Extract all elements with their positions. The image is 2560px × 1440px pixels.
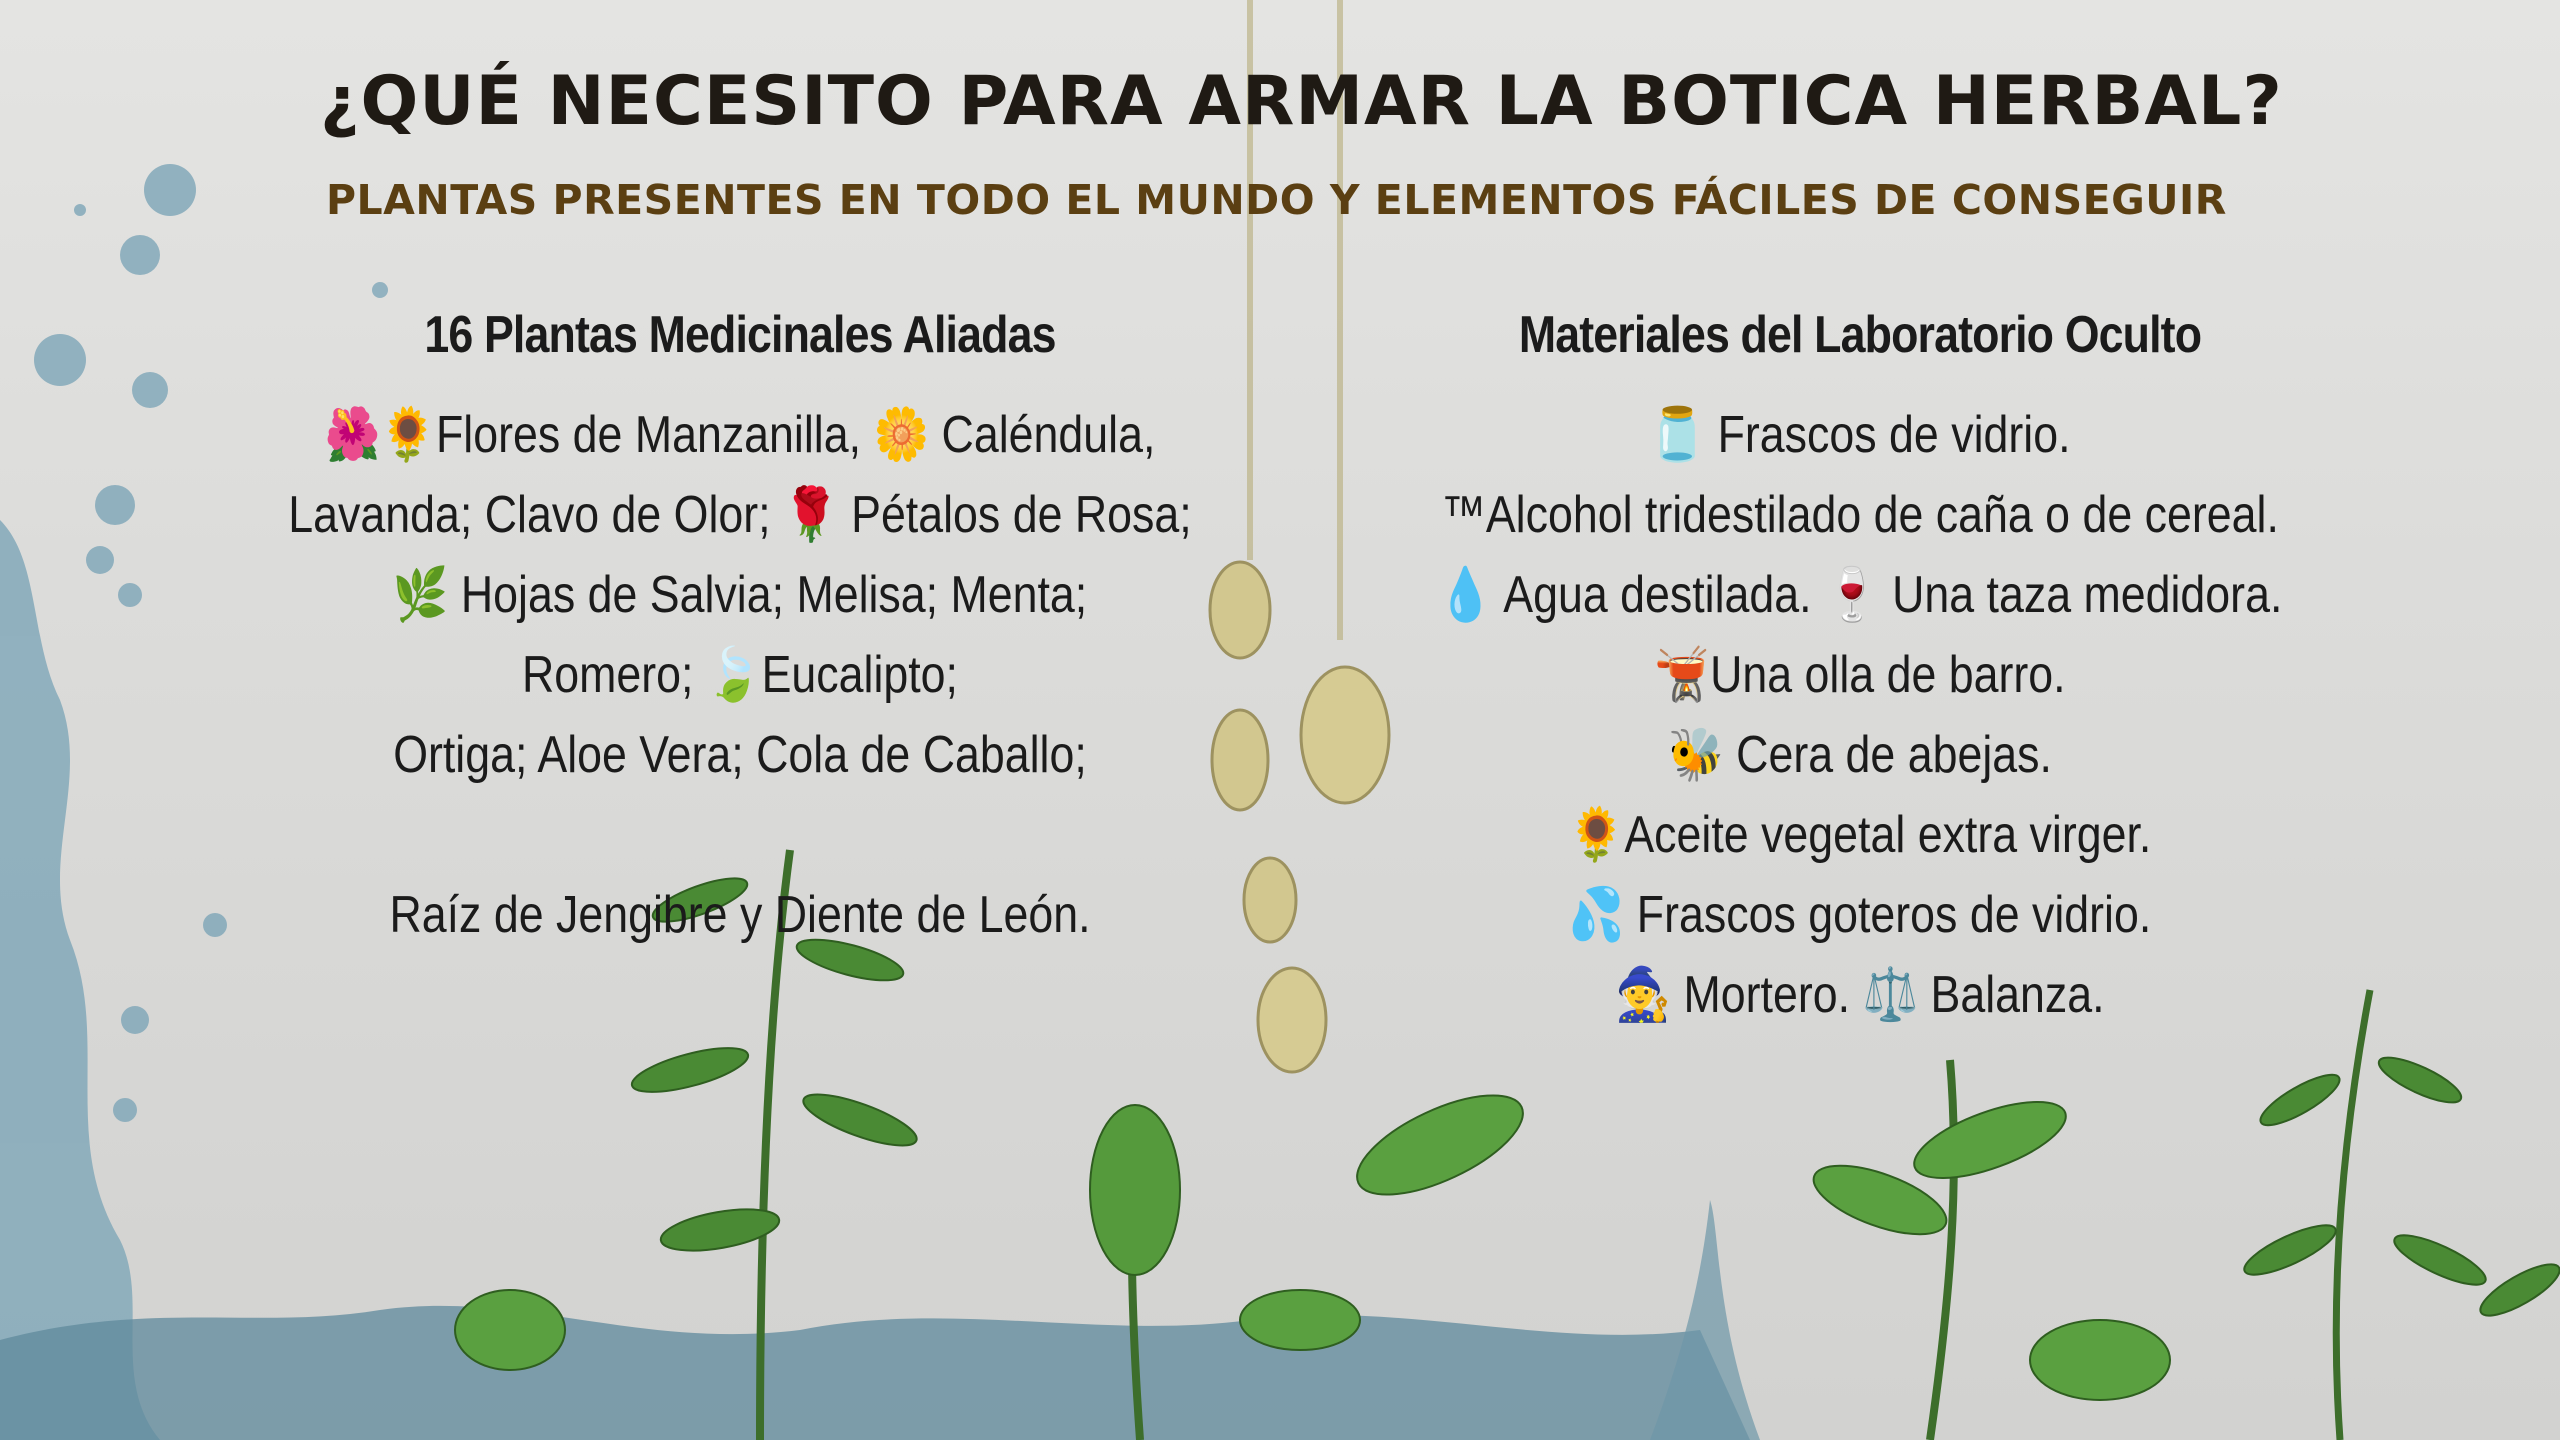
plants-heading: 16 Plantas Medicinales Aliadas bbox=[424, 306, 1056, 364]
materials-line: 🐝 Cera de abejas. bbox=[1668, 726, 2052, 784]
plants-line: Ortiga; Aloe Vera; Cola de Caballo; bbox=[393, 726, 1087, 784]
plants-line: Lavanda; Clavo de Olor; 🌹 Pétalos de Rosa; bbox=[288, 486, 1192, 544]
plants-line: 🌺🌻Flores de Manzanilla, 🌼 Caléndula, bbox=[324, 406, 1156, 464]
plants-line-spacer bbox=[284, 795, 1196, 875]
materials-line: 🫕Una olla de barro. bbox=[1654, 646, 2066, 704]
materials-line: 🫙 Frascos de vidrio. bbox=[1649, 406, 2071, 464]
page-subtitle: PLANTAS PRESENTES EN TODO EL MUNDO Y ELEMENTOS FÁCILES DE CONSEGUIR bbox=[326, 176, 2227, 224]
plants-line: 🌿 Hojas de Salvia; Melisa; Menta; bbox=[392, 566, 1088, 624]
page-title: ¿QUÉ NECESITO PARA ARMAR LA BOTICA HERBAL? bbox=[320, 62, 2283, 141]
plants-line: Romero; 🍃Eucalipto; bbox=[522, 646, 958, 704]
materials-heading: Materiales del Laboratorio Oculto bbox=[1518, 306, 2202, 364]
materials-line: 💧 Agua destilada. 🍷 Una taza medidora. bbox=[1437, 566, 2283, 624]
materials-line: 🧙 Mortero. ⚖️ Balanza. bbox=[1615, 966, 2105, 1024]
materials-line: 💦 Frascos goteros de vidrio. bbox=[1568, 886, 2152, 944]
plants-line: Raíz de Jengibre y Diente de León. bbox=[389, 886, 1091, 944]
materials-line: 🌻Aceite vegetal extra virger. bbox=[1568, 806, 2152, 864]
materials-column bbox=[1330, 305, 2390, 1035]
water-wave-illustration bbox=[0, 1306, 1750, 1440]
materials-line: ™Alcohol tridestilado de caña o de cereal. bbox=[1441, 486, 2279, 544]
plants-column bbox=[210, 305, 1270, 955]
